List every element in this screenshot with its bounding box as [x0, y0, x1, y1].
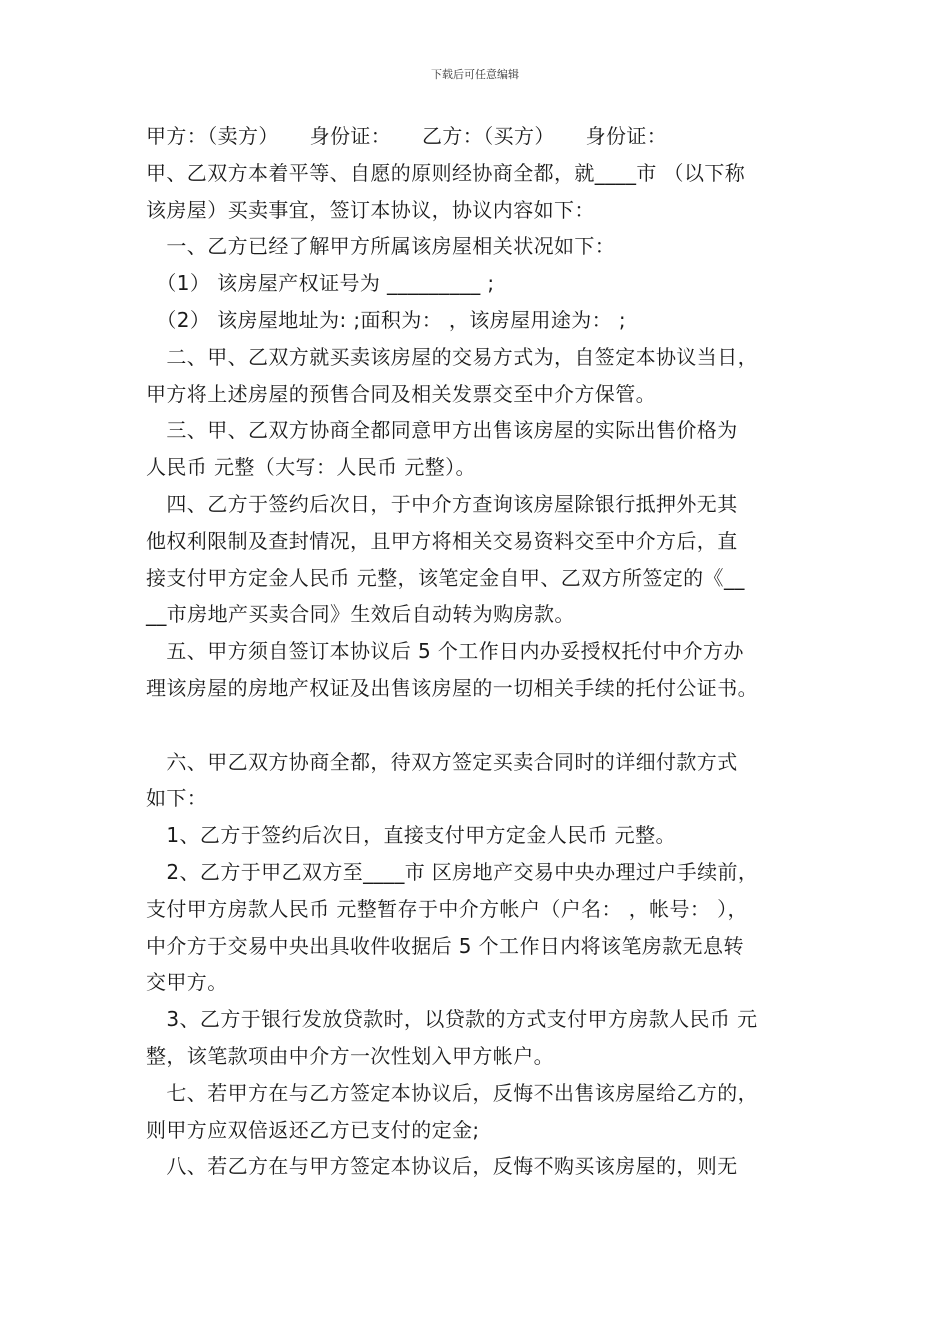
text-line: 中介方于交易中央出具收件收据后 5 个工作日内将该笔房款无息转: [146, 933, 744, 958]
text-line: 甲方将上述房屋的预售合同及相关发票交至中介方保管。: [146, 381, 656, 406]
text-line: 一、乙方已经了解甲方所属该房屋相关状况如下：: [146, 234, 616, 259]
text-line: 四、乙方于签约后次日，于中介方查询该房屋除银行抵押外无其: [146, 491, 738, 516]
text-line: 2、乙方于甲乙双方至____市 区房地产交易中央办理过户手续前，: [146, 859, 759, 884]
text-line: 交甲方。: [146, 970, 228, 995]
text-line: 七、若甲方在与乙方签定本协议后，反悔不出售该房屋给乙方的，: [146, 1080, 758, 1105]
text-line: 理该房屋的房地产权证及出售该房屋的一切相关手续的托付公证书。: [146, 675, 758, 700]
text-line: 该房屋）买卖事宜，签订本协议，协议内容如下：: [146, 197, 595, 222]
text-line: 甲方：（卖方） 身份证： 乙方：（买方） 身份证：: [146, 124, 668, 148]
text-line: 三、甲、乙双方协商全都同意甲方出售该房屋的实际出售价格为: [146, 418, 738, 443]
text-line: 接支付甲方定金人民币 元整，该笔定金自甲、乙双方所签定的《__: [146, 565, 745, 590]
text-line: （1） 该房屋产权证号为 _________ ;: [146, 271, 495, 296]
text-line: 1、乙方于签约后次日，直接支付甲方定金人民币 元整。: [146, 823, 676, 848]
header-note: 下载后可任意编辑: [431, 68, 519, 81]
contract-body: [146, 118, 826, 1185]
text-line: 整，该笔款项由中介方一次性划入甲方帐户。: [146, 1043, 554, 1068]
text-line: 甲、乙双方本着平等、自愿的原则经协商全都，就____市 （以下称: [146, 160, 746, 185]
text-line: 3、乙方于银行发放贷款时，以贷款的方式支付甲方房款人民币 元: [146, 1007, 758, 1032]
text-line: 八、若乙方在与甲方签定本协议后，反悔不购买该房屋的，则无: [146, 1154, 738, 1179]
text-line: 人民币 元整（大写：人民币 元整）。: [146, 455, 476, 480]
text-line: 支付甲方房款人民币 元整暂存于中介方帐户（户名： ，帐号： ），: [146, 896, 748, 921]
text-line: （2） 该房屋地址为: ;面积为： ，该房屋用途为： ;: [146, 307, 626, 332]
text-line: 二、甲、乙双方就买卖该房屋的交易方式为，自签定本协议当日，: [146, 344, 758, 369]
text-line: 六、甲乙双方协商全都，待双方签定买卖合同时的详细付款方式: [146, 749, 738, 774]
blank-line: [146, 707, 826, 744]
text-line: 如下：: [146, 786, 208, 811]
text-line: 则甲方应双倍返还乙方已支付的定金;: [146, 1117, 480, 1142]
text-line: 他权利限制及查封情况，且甲方将相关交易资料交至中介方后，直: [146, 528, 738, 553]
text-line: 五、甲方须自签订本协议后 5 个工作日内办妥授权托付中介方办: [146, 639, 744, 664]
text-line: __市房地产买卖合同》生效后自动转为购房款。: [146, 602, 575, 627]
